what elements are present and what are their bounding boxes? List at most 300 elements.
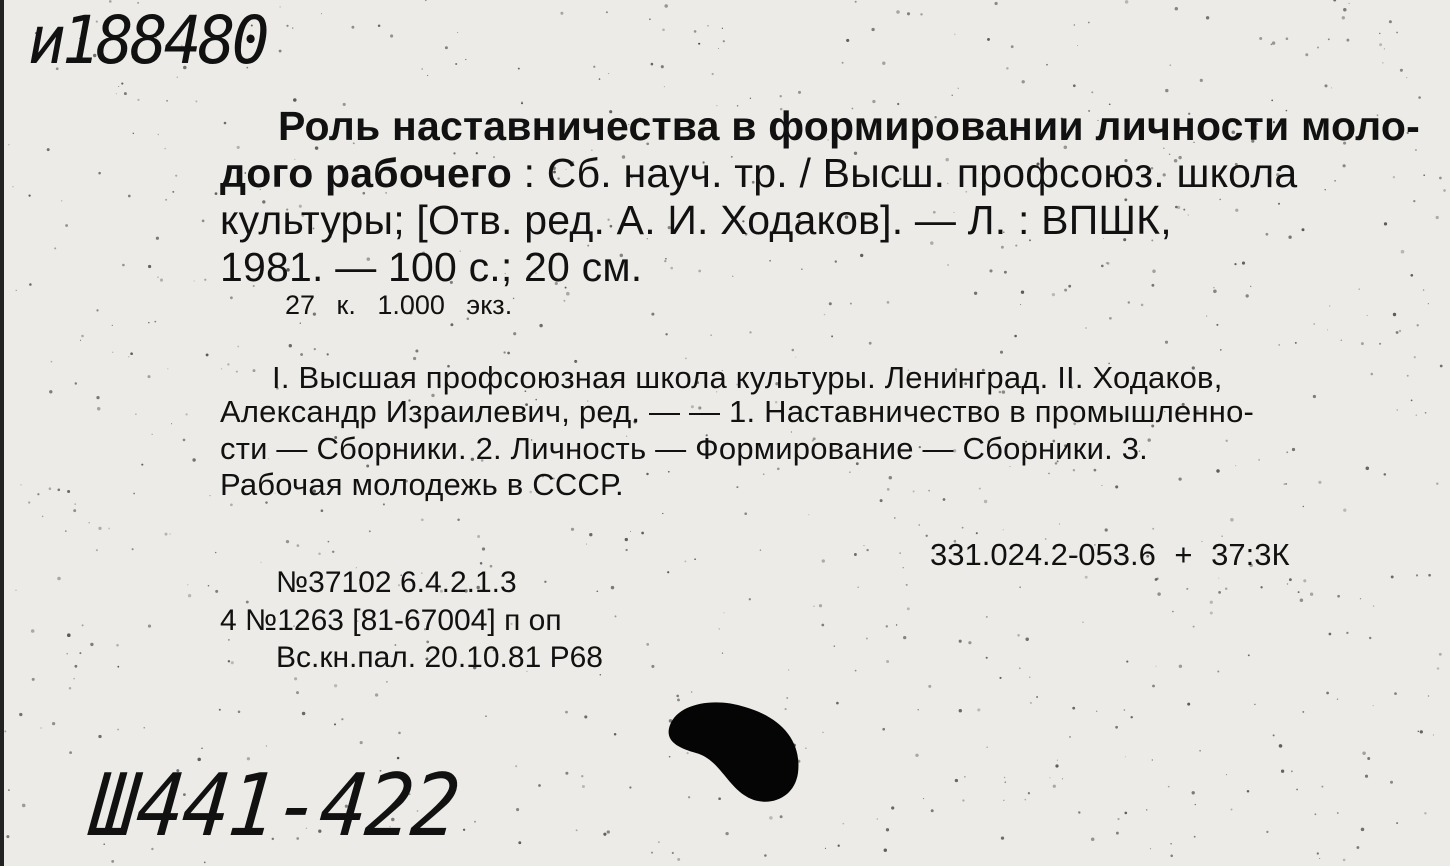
- speckle-dot: [1125, 0, 1129, 4]
- speckle-dot: [237, 346, 239, 348]
- speckle-dot: [788, 669, 789, 670]
- speckle-dot: [1022, 80, 1025, 83]
- speckle-dot: [261, 562, 262, 563]
- speckle-dot: [1337, 699, 1338, 700]
- speckle-dot: [116, 644, 119, 647]
- speckle-dot: [1379, 33, 1380, 34]
- speckle-dot: [148, 265, 151, 268]
- speckle-dot: [294, 677, 297, 680]
- speckle-dot: [128, 195, 131, 198]
- speckle-dot: [1396, 32, 1398, 34]
- speckle-dot: [1302, 711, 1304, 713]
- speckle-dot: [625, 538, 628, 541]
- speckle-dot: [1288, 236, 1291, 239]
- speckle-dot: [22, 804, 26, 808]
- speckle-dot: [1254, 704, 1256, 706]
- speckle-dot: [383, 503, 385, 505]
- speckle-dot: [1192, 791, 1195, 794]
- speckle-dot: [959, 709, 962, 712]
- speckle-dot: [463, 829, 465, 831]
- speckle-dot: [1393, 313, 1396, 316]
- speckle-dot: [1170, 843, 1171, 844]
- speckle-dot: [1146, 809, 1147, 810]
- speckle-dot: [842, 823, 844, 825]
- speckle-dot: [894, 517, 895, 518]
- speckle-dot: [341, 718, 343, 720]
- speckle-dot: [1057, 760, 1058, 761]
- speckle-dot: [390, 34, 393, 37]
- speckle-dot: [292, 27, 293, 28]
- speckle-dot: [314, 348, 316, 350]
- speckle-dot: [1085, 327, 1086, 328]
- speckle-dot: [118, 86, 119, 87]
- speckle-dot: [157, 276, 159, 278]
- speckle-dot: [230, 296, 233, 299]
- speckle-dot: [133, 493, 135, 495]
- speckle-dot: [694, 30, 697, 33]
- speckle-dot: [204, 279, 206, 281]
- speckle-dot: [15, 590, 16, 591]
- speckle-dot: [98, 527, 101, 530]
- speckle-dot: [415, 350, 418, 353]
- speckle-dot: [1150, 848, 1151, 849]
- speckle-dot: [858, 587, 859, 588]
- speckle-dot: [887, 301, 890, 304]
- speckle-dot: [160, 279, 163, 282]
- speckle-dot: [957, 88, 958, 89]
- speckle-dot: [1250, 286, 1251, 287]
- speckle-dot: [668, 471, 670, 473]
- speckle-dot: [6, 835, 9, 838]
- speckle-dot: [1170, 64, 1172, 66]
- speckle-dot: [780, 95, 782, 97]
- speckle-dot: [1303, 579, 1306, 582]
- speckle-dot: [1296, 789, 1298, 791]
- speckle-dot: [112, 325, 113, 326]
- speckle-dot: [522, 101, 523, 102]
- speckle-dot: [49, 390, 52, 393]
- speckle-dot: [1259, 37, 1262, 40]
- speckle-dot: [1152, 685, 1155, 688]
- speckle-dot: [630, 531, 631, 532]
- speckle-dot: [999, 677, 1001, 679]
- speckle-dot: [1246, 294, 1249, 297]
- speckle-dot: [712, 73, 714, 75]
- speckle-dot: [581, 775, 583, 777]
- speckle-dot: [1414, 356, 1416, 358]
- speckle-dot: [1200, 79, 1203, 82]
- speckle-dot: [1183, 209, 1185, 211]
- speckle-dot: [760, 549, 761, 550]
- speckle-dot: [1235, 209, 1238, 212]
- speckle-dot: [1266, 233, 1269, 236]
- speckle-dot: [300, 323, 301, 324]
- speckle-dot: [896, 10, 900, 14]
- speckle-dot: [710, 335, 711, 336]
- speckle-dot: [763, 473, 765, 475]
- speckle-dot: [421, 518, 424, 521]
- speckle-dot: [1218, 591, 1221, 594]
- speckle-dot: [1101, 265, 1104, 268]
- speckle-dot: [1004, 777, 1005, 778]
- speckle-dot: [662, 28, 665, 31]
- speckle-dot: [96, 396, 99, 399]
- speckle-dot: [221, 368, 222, 369]
- speckle-dot: [1366, 467, 1370, 471]
- speckle-dot: [662, 513, 663, 514]
- record-line-3: Вс.кн.пал. 20.10.81 Р68: [276, 641, 603, 674]
- speckle-dot: [886, 660, 889, 663]
- speckle-dot: [822, 559, 825, 562]
- speckle-dot: [236, 371, 238, 373]
- speckle-dot: [1321, 786, 1323, 788]
- speckle-dot: [986, 657, 988, 659]
- speckle-dot: [1349, 3, 1350, 4]
- speckle-dot: [1175, 206, 1178, 209]
- speckle-dot: [1394, 692, 1397, 695]
- speckle-dot: [156, 237, 159, 240]
- speckle-dot: [321, 509, 324, 512]
- speckle-dot: [128, 356, 129, 357]
- speckle-dot: [1088, 22, 1090, 24]
- speckle-dot: [166, 100, 168, 102]
- speckle-dot: [1019, 586, 1020, 587]
- speckle-dot: [1152, 759, 1153, 760]
- speckle-dot: [718, 48, 719, 49]
- speckle-dot: [1379, 43, 1382, 46]
- speckle-dot: [1393, 176, 1395, 178]
- speckle-dot: [1003, 800, 1004, 801]
- speckle-dot: [722, 652, 723, 653]
- speckle-dot: [664, 260, 666, 262]
- speckle-dot: [1292, 448, 1295, 451]
- speckle-dot: [1428, 574, 1431, 577]
- speckle-dot: [165, 533, 168, 536]
- speckle-dot: [903, 636, 906, 639]
- speckle-dot: [1423, 289, 1424, 290]
- speckle-dot: [1436, 216, 1439, 219]
- speckle-dot: [513, 298, 515, 300]
- speckle-dot: [1188, 215, 1189, 216]
- speckle-dot: [1006, 67, 1008, 69]
- speckle-dot: [860, 254, 863, 257]
- speckle-dot: [882, 62, 885, 65]
- speckle-dot: [98, 172, 101, 175]
- speckle-dot: [1053, 785, 1056, 788]
- speckle-dot: [172, 191, 174, 193]
- speckle-dot: [296, 691, 299, 694]
- speckle-dot: [1210, 601, 1213, 604]
- speckle-dot: [1213, 290, 1217, 294]
- speckle-dot: [777, 467, 780, 470]
- speckle-dot: [96, 549, 98, 551]
- speckle-dot: [1, 113, 3, 115]
- shelf-mark-handwritten: Ш441-422: [86, 756, 463, 856]
- speckle-dot: [829, 302, 832, 305]
- speckle-dot: [1260, 586, 1262, 588]
- speckle-dot: [334, 723, 336, 725]
- speckle-dot: [12, 186, 13, 187]
- speckle-dot: [1317, 47, 1319, 49]
- speckle-dot: [1436, 483, 1438, 485]
- speckle-dot: [915, 754, 918, 757]
- speckle-dot: [1324, 189, 1325, 190]
- speckle-dot: [67, 490, 70, 493]
- speckle-dot: [615, 615, 617, 617]
- speckle-dot: [1179, 665, 1182, 668]
- speckle-dot: [228, 639, 230, 641]
- speckle-dot: [1287, 583, 1288, 584]
- speckle-dot: [1126, 661, 1128, 663]
- speckle-dot: [238, 711, 241, 714]
- speckle-dot: [964, 776, 965, 777]
- speckle-dot: [979, 488, 981, 490]
- speckle-dot: [1193, 626, 1195, 628]
- speckle-dot: [1390, 781, 1393, 784]
- speckle-dot: [171, 423, 172, 424]
- speckle-dot: [1337, 595, 1340, 598]
- speckle-dot: [246, 601, 249, 604]
- speckle-dot: [1186, 588, 1188, 590]
- speckle-dot: [1266, 831, 1268, 833]
- speckle-dot: [1117, 818, 1119, 820]
- subject-line-4: Рабочая молодежь в СССР.: [220, 467, 624, 502]
- speckle-dot: [152, 434, 153, 435]
- speckle-dot: [1226, 774, 1227, 775]
- speckle-dot: [293, 98, 297, 102]
- speckle-dot: [1420, 730, 1423, 733]
- speckle-dot: [1437, 667, 1440, 670]
- speckle-dot: [1286, 451, 1288, 453]
- speckle-dot: [596, 590, 598, 592]
- speckle-dot: [1001, 246, 1004, 249]
- speckle-dot: [1055, 764, 1058, 767]
- speckle-dot: [968, 641, 971, 644]
- speckle-dot: [1341, 340, 1343, 342]
- speckle-dot: [457, 32, 458, 33]
- record-line-2: 4 №1263 [81-67004] п оп: [220, 604, 562, 637]
- speckle-dot: [1328, 38, 1330, 40]
- speckle-dot: [606, 11, 608, 13]
- speckle-dot: [1361, 342, 1364, 345]
- speckle-dot: [286, 25, 288, 27]
- speckle-dot: [1001, 836, 1004, 839]
- title-line-4: 1981. — 100 с.; 20 см.: [220, 244, 643, 290]
- speckle-dot: [1124, 812, 1127, 815]
- speckle-dot: [513, 332, 516, 335]
- speckle-dot: [1156, 578, 1158, 580]
- speckle-dot: [1302, 228, 1305, 231]
- speckle-dot: [1400, 69, 1403, 72]
- speckle-dot: [1428, 303, 1429, 304]
- speckle-dot: [1213, 287, 1214, 288]
- speckle-dot: [736, 486, 738, 488]
- speckle-dot: [1014, 335, 1017, 338]
- speckle-dot: [1410, 274, 1413, 277]
- speckle-dot: [850, 303, 852, 305]
- speckle-dot: [1017, 634, 1020, 637]
- speckle-dot: [629, 786, 631, 788]
- speckle-dot: [887, 488, 890, 491]
- speckle-dot: [1064, 289, 1067, 292]
- speckle-dot: [1373, 705, 1374, 706]
- speckle-dot: [863, 545, 864, 546]
- speckle-dot: [661, 65, 664, 68]
- speckle-dot: [1298, 591, 1300, 593]
- speckle-dot: [1272, 41, 1275, 44]
- speckle-dot: [984, 500, 987, 503]
- speckle-dot: [206, 353, 209, 356]
- speckle-dot: [1285, 483, 1287, 485]
- speckle-dot: [1371, 373, 1374, 376]
- speckle-dot: [65, 530, 67, 532]
- speckle-dot: [215, 192, 218, 195]
- speckle-dot: [1187, 703, 1190, 706]
- speckle-dot: [986, 616, 988, 618]
- speckle-dot: [65, 224, 68, 227]
- speckle-dot: [112, 352, 113, 353]
- speckle-dot: [1170, 855, 1173, 858]
- speckle-dot: [1397, 409, 1398, 410]
- speckle-dot: [571, 528, 574, 531]
- speckle-dot: [1082, 621, 1083, 622]
- speckle-dot: [375, 693, 378, 696]
- speckle-dot: [164, 148, 166, 150]
- speckle-dot: [538, 784, 541, 787]
- speckle-dot: [1175, 7, 1178, 10]
- speckle-dot: [1105, 528, 1108, 531]
- speckle-dot: [836, 702, 839, 705]
- speckle-dot: [1109, 317, 1112, 320]
- speckle-dot: [1225, 440, 1227, 442]
- speckle-dot: [1011, 45, 1014, 48]
- speckle-dot: [154, 321, 156, 323]
- speckle-dot: [1324, 84, 1327, 87]
- speckle-dot: [869, 342, 872, 345]
- speckle-dot: [52, 722, 55, 725]
- speckle-dot: [1199, 750, 1201, 752]
- speckle-dot: [1342, 16, 1345, 19]
- speckle-dot: [1318, 481, 1321, 484]
- speckle-dot: [1295, 342, 1297, 344]
- speckle-dot: [866, 638, 868, 640]
- speckle-dot: [1417, 324, 1419, 326]
- speckle-dot: [1210, 611, 1213, 614]
- speckle-dot: [931, 809, 934, 812]
- speckle-dot: [133, 133, 134, 134]
- speckle-dot: [1305, 53, 1308, 56]
- speckle-dot: [877, 818, 879, 820]
- speckle-dot: [732, 276, 733, 277]
- speckle-dot: [215, 552, 216, 553]
- speckle-dot: [780, 815, 783, 818]
- speckle-dot: [651, 852, 653, 854]
- speckle-dot: [1073, 84, 1076, 87]
- speckle-dot: [1281, 770, 1284, 773]
- speckle-dot: [1165, 341, 1168, 344]
- speckle-dot: [611, 586, 614, 589]
- speckle-dot: [230, 503, 233, 506]
- speckle-dot: [1424, 812, 1426, 814]
- speckle-dot: [1015, 245, 1017, 247]
- speckle-dot: [1319, 858, 1320, 859]
- speckle-dot: [148, 625, 151, 628]
- speckle-dot: [4, 730, 6, 732]
- speckle-dot: [1416, 574, 1418, 576]
- speckle-dot: [665, 258, 667, 260]
- speckle-dot: [16, 290, 17, 291]
- speckle-dot: [769, 260, 771, 262]
- speckle-dot: [31, 629, 35, 633]
- speckle-dot: [825, 848, 826, 849]
- speckle-dot: [474, 821, 476, 823]
- speckle-dot: [976, 532, 978, 534]
- speckle-dot: [1019, 667, 1021, 669]
- speckle-dot: [1428, 695, 1429, 696]
- speckle-dot: [919, 524, 920, 525]
- speckle-dot: [920, 13, 922, 15]
- speckle-dot: [8, 789, 10, 791]
- speckle-dot: [73, 678, 75, 680]
- speckle-dot: [321, 13, 322, 14]
- speckle-dot: [1125, 756, 1126, 757]
- speckle-dot: [74, 503, 76, 505]
- speckle-dot: [228, 660, 230, 662]
- speckle-dot: [1310, 593, 1313, 596]
- title-line-2: дого рабочего : Сб. науч. тр. / Высш. профсоюз. школа: [220, 150, 1298, 196]
- speckle-dot: [723, 40, 725, 42]
- speckle-dot: [477, 535, 480, 538]
- speckle-dot: [1155, 666, 1156, 667]
- speckle-dot: [724, 612, 725, 613]
- speckle-dot: [1425, 412, 1427, 414]
- speckle-dot: [122, 264, 125, 267]
- speckle-dot: [32, 678, 35, 681]
- speckle-dot: [141, 464, 143, 466]
- speckle-dot: [1094, 469, 1097, 472]
- speckle-dot: [286, 540, 289, 543]
- speckle-dot: [1165, 89, 1168, 92]
- speckle-dot: [1326, 692, 1329, 695]
- speckle-dot: [1365, 775, 1368, 778]
- speckle-dot: [167, 368, 168, 369]
- speckle-dot: [1029, 677, 1030, 678]
- speckle-dot: [1278, 344, 1280, 346]
- speckle-dot: [482, 547, 485, 550]
- speckle-dot: [279, 6, 280, 7]
- speckle-dot: [1369, 637, 1371, 639]
- speckle-dot: [1152, 269, 1155, 272]
- speckle-dot: [49, 487, 52, 490]
- speckle-dot: [69, 751, 72, 754]
- speckle-dot: [1020, 304, 1021, 305]
- speckle-dot: [1418, 96, 1421, 99]
- speckle-dot: [183, 439, 186, 442]
- speckle-dot: [279, 50, 282, 53]
- speckle-dot: [73, 509, 76, 512]
- speckle-dot: [1379, 343, 1381, 345]
- subject-line-3: сти — Сборники. 2. Личность — Формирование — Сборники. 3.: [220, 431, 1148, 466]
- speckle-dot: [485, 716, 486, 717]
- speckle-dot: [51, 361, 53, 363]
- speckle-dot: [1128, 301, 1130, 303]
- speckle-dot: [1300, 598, 1303, 601]
- speckle-dot: [201, 747, 203, 749]
- speckle-dot: [465, 59, 466, 60]
- speckle-dot: [1024, 799, 1026, 801]
- speckle-dot: [1411, 400, 1413, 402]
- speckle-dot: [1337, 812, 1339, 814]
